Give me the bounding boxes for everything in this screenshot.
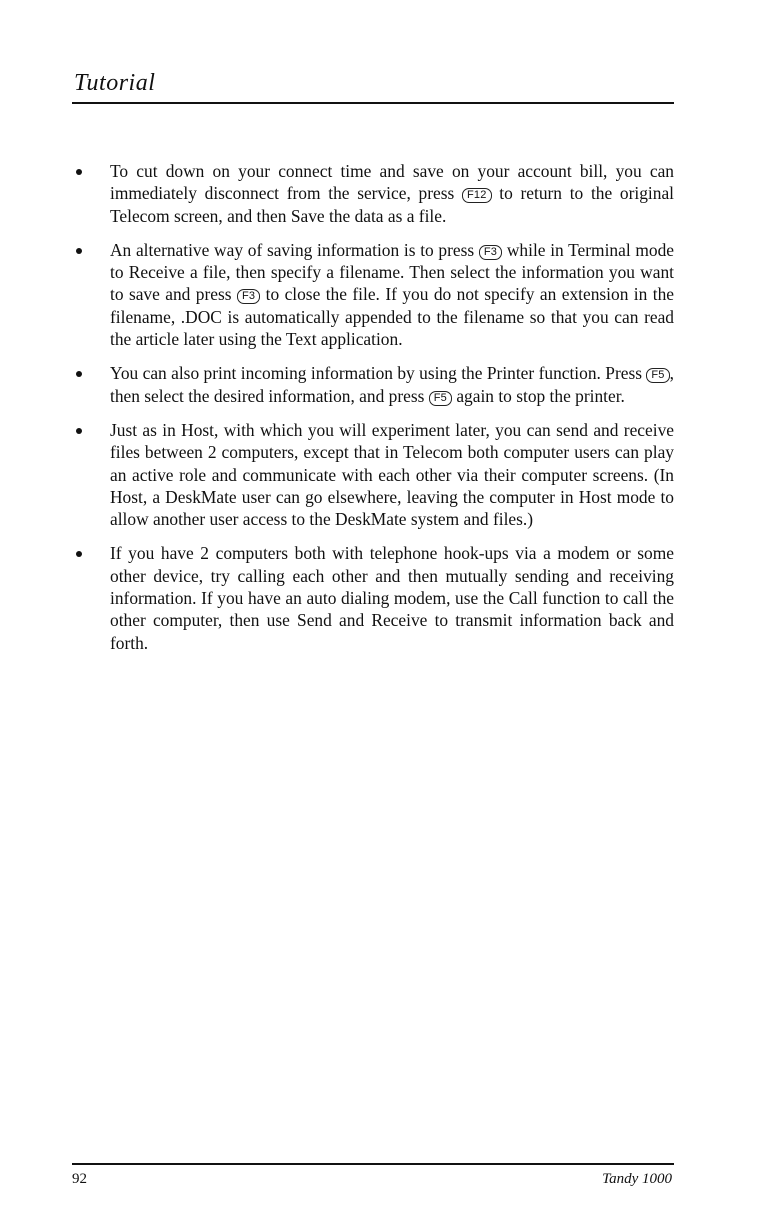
bullet-text [110,543,674,652]
bullet-text [110,161,674,226]
bullet-item [72,160,674,227]
text-run: Just as in Host, with which you will experiment later, you can send and receive files between 2 computers, except that in Telecom both computer users can play an active role and communicate with each other via their computer screens. (In Host, a DeskMate user can go elsewhere, leaving the computer in Host mode to allow another user access to the DeskMate system and files.) [110,419,674,530]
text-run: An alternative way of saving information is to press [110,239,479,260]
running-head: Tutorial [74,70,156,96]
bullet-item [72,239,674,350]
footer-rule [72,1163,674,1165]
text-run: , then select the desired information, and press [110,363,674,406]
text-run: again to stop the printer. [451,385,625,406]
bullet-item [72,419,674,530]
page-number: 92 [72,1171,87,1187]
bullet-dot-icon [76,169,82,175]
function-key-badge: F3 [237,289,260,304]
bullet-text [110,363,674,405]
bullet-dot-icon [76,371,82,377]
text-run: while in Terminal mode to Receive a file, then specify a filename. Then select the information you want to save and press [110,239,674,305]
bullet-list [72,160,674,666]
function-key-badge: F5 [646,368,669,383]
bullet-dot-icon [76,551,82,557]
function-key-badge: F12 [462,188,492,203]
bullet-text [110,420,674,529]
bullet-dot-icon [76,248,82,254]
text-run: To cut down on your connect time and save on your account bill, you can immediately disconnect from the service, press [110,161,674,204]
bullet-text [110,240,674,349]
text-run: If you have 2 computers both with telephone hook-ups via a modem or some other device, try calling each other and then mutually sending and receiving information. If you have an auto dialing modem, use the Call function to call the other computer, then use Send and Receive to transmit information back and forth. [110,543,674,653]
bullet-item [72,362,674,407]
bullet-dot-icon [76,428,82,434]
bullet-item [72,542,674,653]
footer-book-title: Tandy 1000 [602,1171,672,1187]
text-run: You can also print incoming information by using the Printer function. Press [110,363,647,384]
header-rule [72,102,674,104]
text-run: to return to the original Telecom screen, and then Save the data as a file. [110,183,675,226]
function-key-badge: F5 [429,391,452,406]
text-run: to close the file. If you do not specify an extension in the filename, .DOC is automatically appended to the filename so that you can read the article later using the Text application. [110,284,674,350]
function-key-badge: F3 [479,245,502,260]
